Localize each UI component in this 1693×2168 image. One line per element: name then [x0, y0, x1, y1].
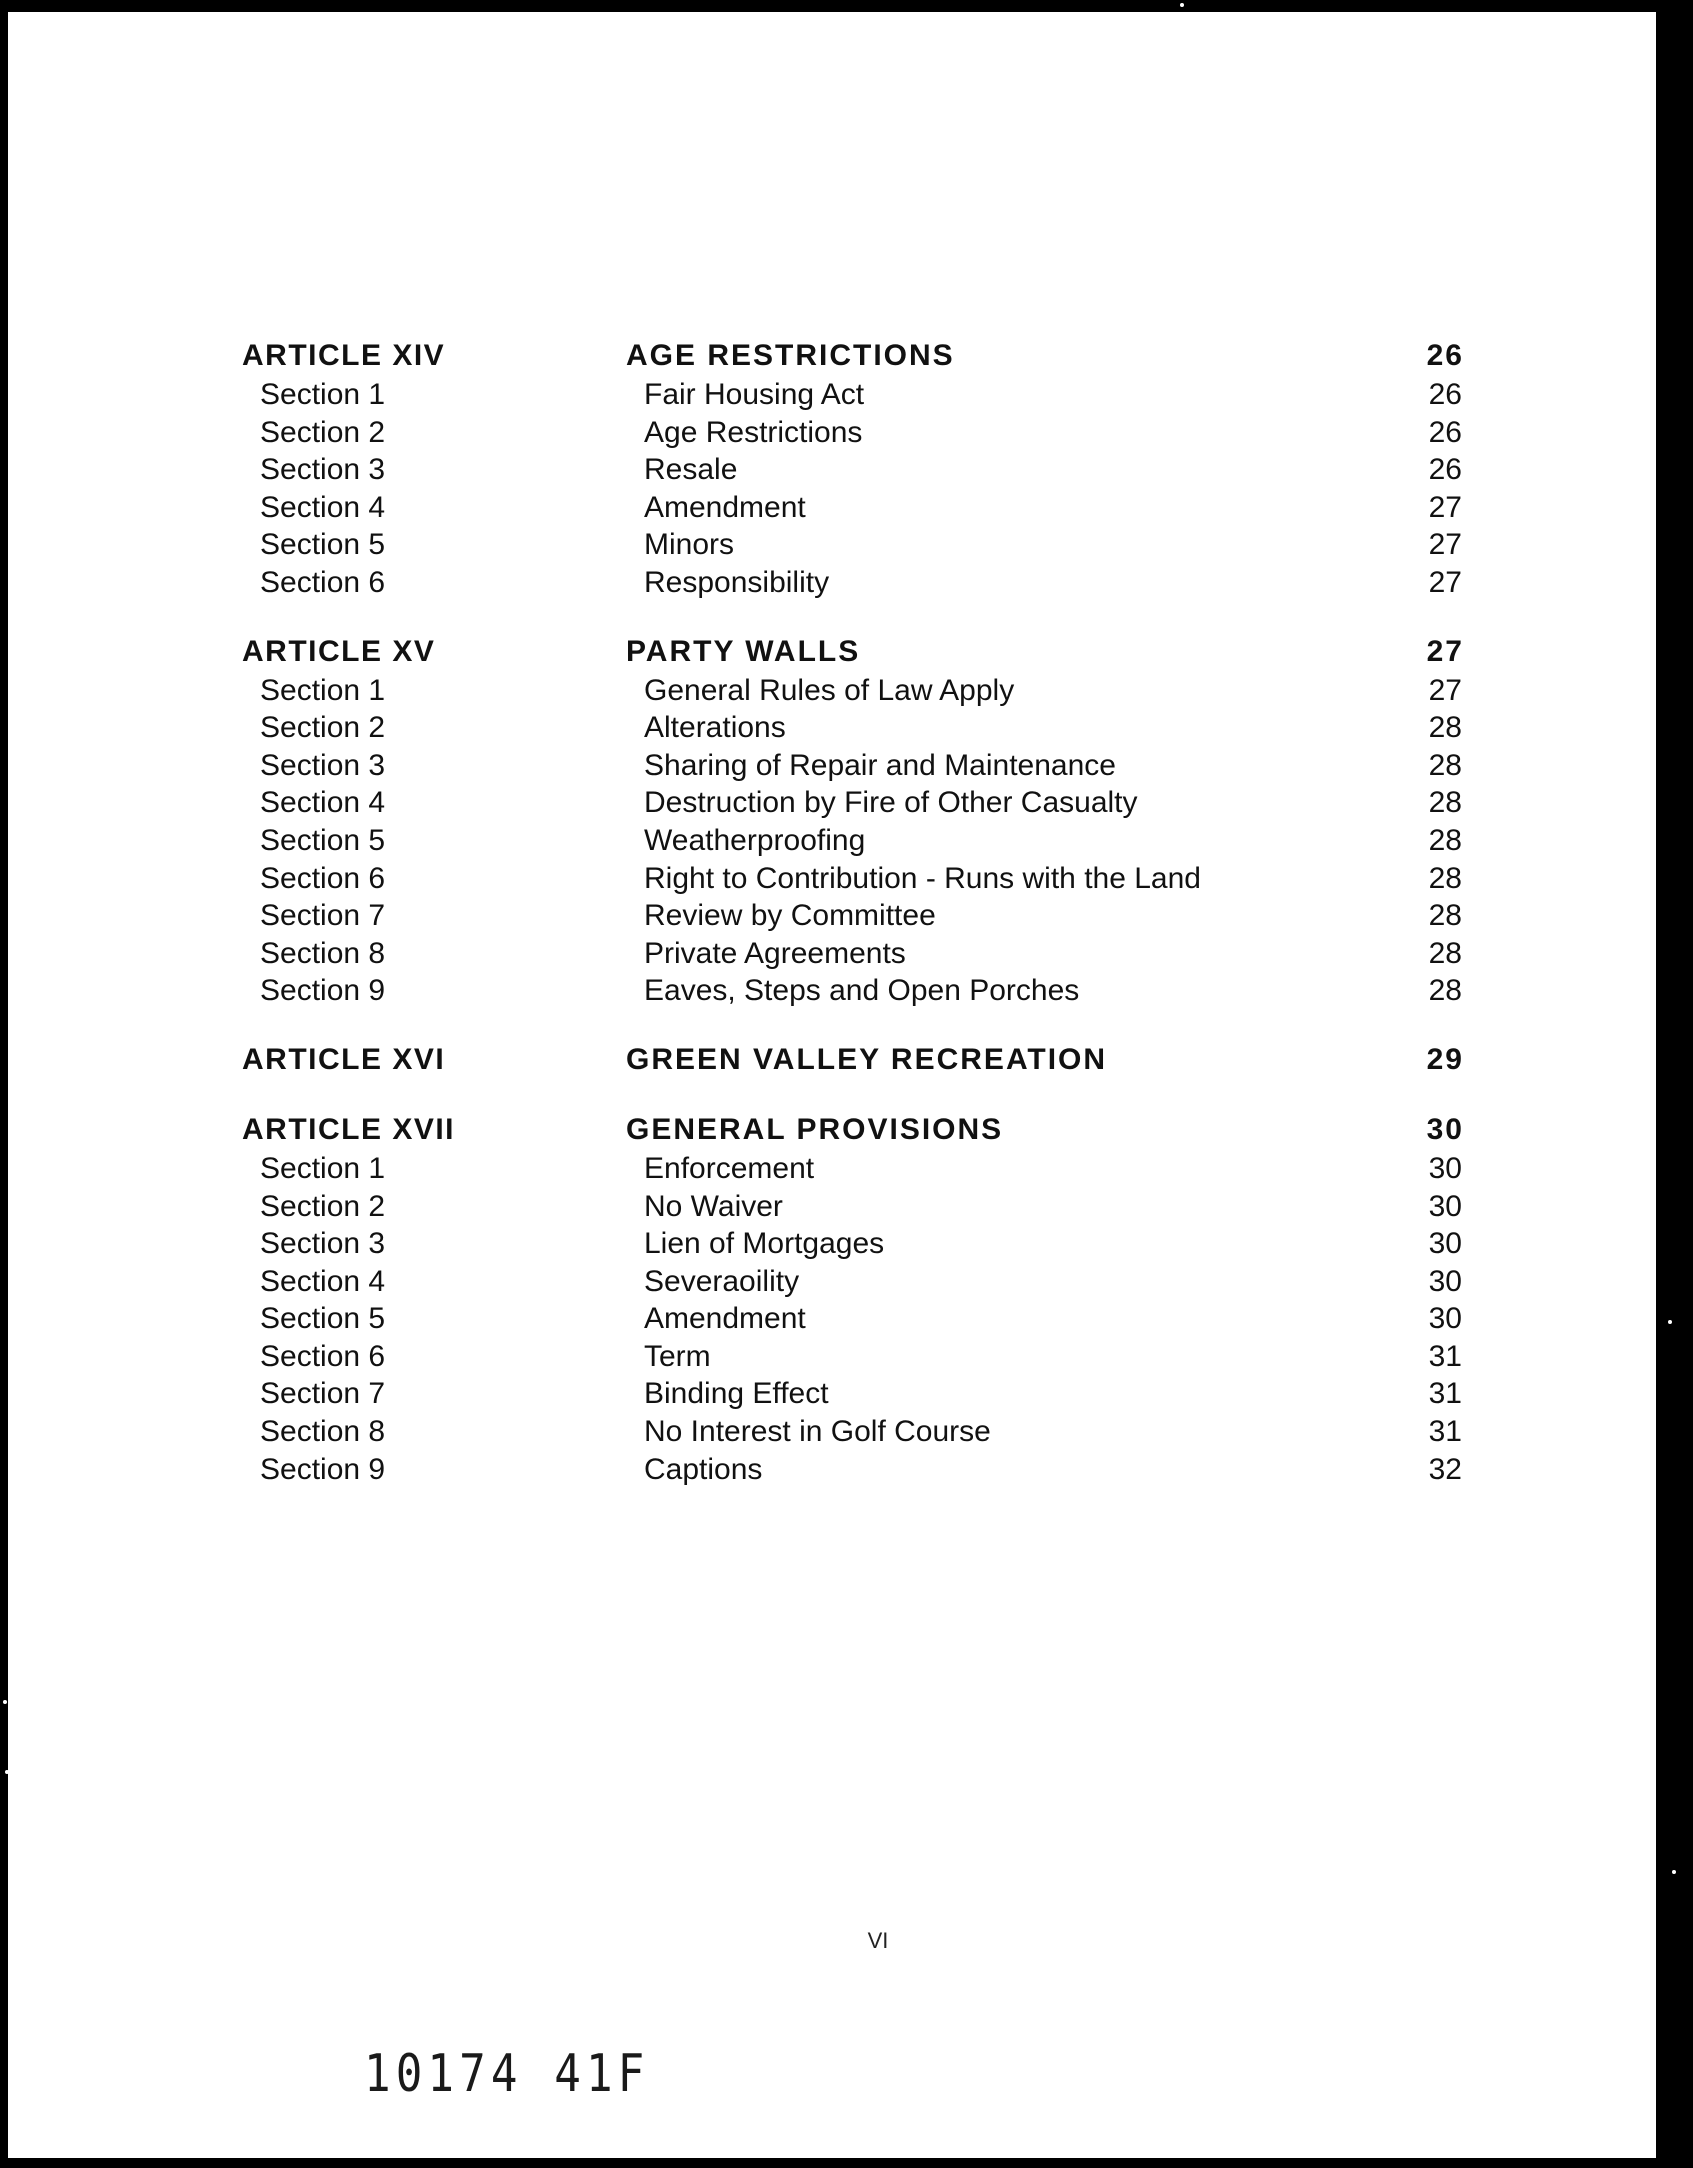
article-title: AGE RESTRICTIONS: [626, 339, 955, 372]
section-page-number: 28: [1428, 899, 1462, 933]
section-label: Section 7: [260, 1377, 386, 1411]
section-title: General Rules of Law Apply: [644, 673, 1015, 707]
section-label: Section 3: [260, 748, 386, 782]
document-page: [8, 12, 1656, 2158]
article-label: ARTICLE XVII: [242, 1112, 456, 1146]
section-title: Alterations: [644, 711, 786, 745]
toc-section-row: [234, 860, 1464, 898]
section-title: Amendment: [644, 1302, 806, 1336]
section-title: Term: [644, 1339, 711, 1373]
section-label: Section 1: [260, 673, 386, 707]
section-title: Fair Housing Act: [644, 378, 865, 411]
section-title: Right to Contribution - Runs with the Land: [644, 861, 1201, 895]
scan-speck: [1180, 3, 1184, 7]
section-label: Section 6: [260, 1339, 386, 1373]
section-page-number: 27: [1428, 490, 1462, 524]
toc-section-row: [234, 822, 1464, 860]
section-page-number: 28: [1428, 748, 1462, 782]
section-title: Minors: [644, 528, 735, 562]
section-page-number: 28: [1428, 861, 1462, 895]
toc-section-row: [234, 784, 1464, 822]
section-title: Binding Effect: [644, 1377, 829, 1411]
section-label: Section 2: [260, 1189, 386, 1223]
section-page-number: 28: [1428, 936, 1462, 970]
section-title: Weatherproofing: [644, 823, 866, 857]
scan-speck: [3, 1700, 7, 1704]
section-label: Section 9: [260, 1452, 386, 1486]
section-label: Section 7: [260, 899, 386, 933]
toc-section-row: [234, 1413, 1464, 1451]
section-title: Age Restrictions: [644, 415, 863, 449]
article-page-number: 29: [1426, 1042, 1464, 1076]
scan-speck: [1672, 1870, 1676, 1874]
section-page-number: 27: [1428, 673, 1462, 707]
toc-article-heading: [234, 632, 1464, 672]
section-title: Captions: [644, 1452, 763, 1486]
toc-section-row: [234, 1338, 1464, 1376]
toc-article: [234, 336, 1464, 602]
section-page-number: 30: [1428, 1302, 1462, 1336]
section-page-number: 27: [1428, 528, 1462, 562]
table-of-contents: [234, 336, 1464, 1518]
section-label: Section 3: [260, 1227, 386, 1261]
section-page-number: 27: [1428, 565, 1462, 599]
section-label: Section 4: [260, 786, 386, 820]
document-code: 10174 41F: [364, 2044, 650, 2104]
toc-section-row: [234, 451, 1464, 489]
section-page-number: 26: [1428, 453, 1462, 487]
toc-section-row: [234, 672, 1464, 710]
scan-speck: [1668, 1320, 1672, 1324]
section-title: Responsibility: [644, 565, 830, 599]
section-page-number: 30: [1428, 1227, 1462, 1261]
section-label: Section 4: [260, 1264, 386, 1298]
section-page-number: 30: [1428, 1151, 1462, 1185]
section-label: Section 6: [260, 861, 386, 895]
toc-section-row: [234, 747, 1464, 785]
toc-section-row: [234, 1225, 1464, 1263]
section-title: Severaoility: [644, 1264, 800, 1298]
toc-article: [234, 1040, 1464, 1080]
section-label: Section 9: [260, 974, 386, 1008]
toc-section-row: [234, 564, 1464, 602]
page-number: VI: [867, 1928, 889, 1953]
toc-section-row: [234, 526, 1464, 564]
toc-article-heading: [234, 1110, 1464, 1150]
section-label: Section 4: [260, 490, 386, 524]
article-label: ARTICLE XIV: [242, 339, 446, 372]
toc-section-row: [234, 1150, 1464, 1188]
section-label: Section 3: [260, 453, 386, 487]
article-label: ARTICLE XV: [242, 634, 436, 668]
toc-section-row: [234, 414, 1464, 452]
section-label: Section 2: [260, 415, 386, 449]
toc-section-row: [234, 1451, 1464, 1489]
toc-section-row: [234, 489, 1464, 527]
section-title: Sharing of Repair and Maintenance: [644, 748, 1116, 782]
section-title: No Waiver: [644, 1189, 783, 1223]
section-title: Lien of Mortgages: [644, 1227, 885, 1261]
toc-article: [234, 632, 1464, 1010]
section-page-number: 30: [1428, 1264, 1462, 1298]
section-title: Resale: [644, 453, 738, 487]
section-page-number: 28: [1428, 711, 1462, 745]
section-title: Amendment: [644, 490, 806, 524]
toc-section-row: [234, 897, 1464, 935]
section-page-number: 26: [1428, 378, 1462, 411]
article-page-number: 26: [1426, 339, 1464, 372]
toc-article: [234, 1110, 1464, 1488]
section-title: Private Agreements: [644, 936, 906, 970]
section-label: Section 5: [260, 1302, 386, 1336]
toc-section-row: [234, 1375, 1464, 1413]
toc-section-row: [234, 1263, 1464, 1301]
section-label: Section 5: [260, 528, 386, 562]
section-page-number: 30: [1428, 1189, 1462, 1223]
article-page-number: 30: [1426, 1112, 1464, 1146]
section-label: Section 2: [260, 711, 386, 745]
section-title: No Interest in Golf Course: [644, 1415, 991, 1449]
section-page-number: 31: [1428, 1377, 1462, 1411]
section-page-number: 28: [1428, 786, 1462, 820]
section-label: Section 1: [260, 1151, 386, 1185]
section-label: Section 8: [260, 1415, 386, 1449]
section-page-number: 31: [1428, 1339, 1462, 1373]
section-title: Review by Committee: [644, 899, 936, 933]
article-title: GREEN VALLEY RECREATION: [626, 1042, 1108, 1076]
article-label: ARTICLE XVI: [242, 1042, 446, 1076]
section-page-number: 26: [1428, 415, 1462, 449]
section-label: Section 1: [260, 378, 386, 411]
section-label: Section 8: [260, 936, 386, 970]
article-title: PARTY WALLS: [626, 634, 861, 668]
toc-section-row: [234, 1300, 1464, 1338]
article-page-number: 27: [1426, 634, 1464, 668]
section-page-number: 32: [1428, 1452, 1462, 1486]
section-title: Destruction by Fire of Other Casualty: [644, 786, 1138, 820]
toc-section-row: [234, 935, 1464, 973]
toc-section-row: [234, 709, 1464, 747]
section-page-number: 28: [1428, 823, 1462, 857]
toc-section-row: [234, 1188, 1464, 1226]
scan-speck: [5, 1770, 9, 1774]
toc-section-row: [234, 376, 1464, 414]
section-title: Eaves, Steps and Open Porches: [644, 974, 1080, 1008]
section-page-number: 28: [1428, 974, 1462, 1008]
toc-article-heading: [234, 1040, 1464, 1080]
section-title: Enforcement: [644, 1151, 815, 1185]
section-label: Section 5: [260, 823, 386, 857]
toc-article-heading: [234, 336, 1464, 376]
article-title: GENERAL PROVISIONS: [626, 1112, 1004, 1146]
section-label: Section 6: [260, 565, 386, 599]
section-page-number: 31: [1428, 1415, 1462, 1449]
toc-section-row: [234, 972, 1464, 1010]
